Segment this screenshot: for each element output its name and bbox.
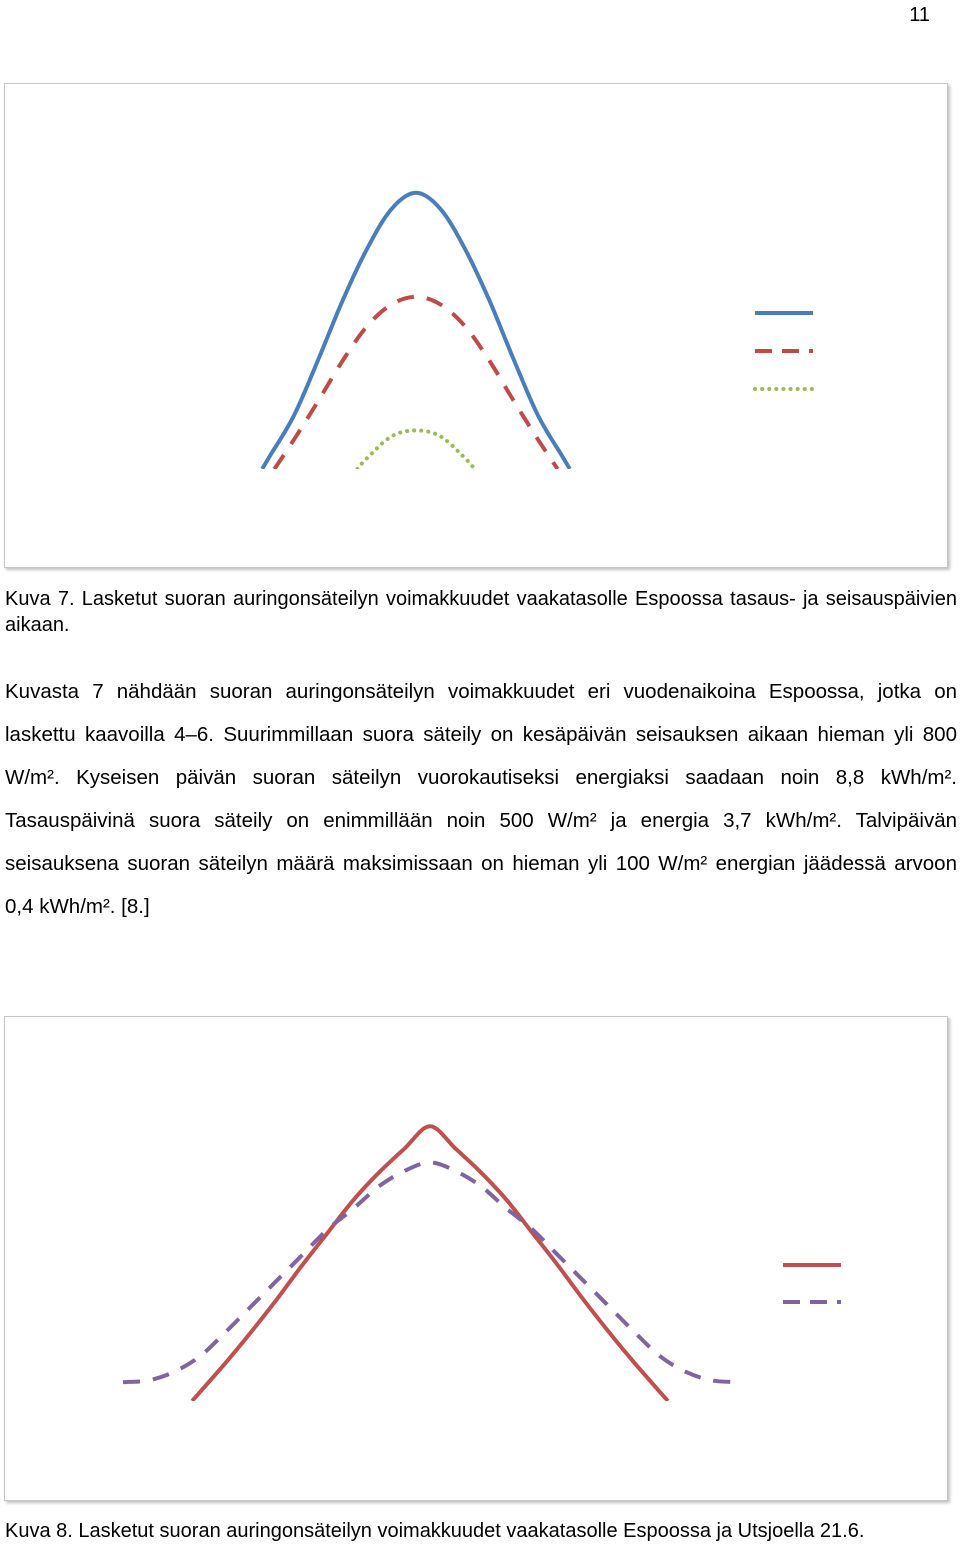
series-line-21-3-21-9- — [274, 297, 557, 469]
series-line-21-12- — [357, 430, 474, 469]
series-line-21-6- — [262, 193, 570, 469]
series-line-espoo — [192, 1126, 668, 1401]
figure-caption-7: Kuva 7. Lasketut suoran auringonsäteilyn voimakkuudet vaakatasolle Espoossa tasaus- ja seisauspäivien aikaan. — [5, 588, 957, 636]
page-number: 11 — [909, 4, 930, 26]
chart-espoo-utsjoki — [4, 1016, 948, 1501]
series-line-utsjoki — [123, 1162, 737, 1382]
chart-2-svg — [5, 1017, 947, 1500]
chart-1-svg — [5, 84, 947, 567]
chart-espoo-seasons — [4, 83, 948, 568]
figure-caption-8: Kuva 8. Lasketut suoran auringonsäteilyn voimakkuudet vaakatasolle Espoossa ja Utsjoella 21.6. — [5, 1520, 865, 1542]
body-paragraph: Kuvasta 7 nähdään suoran auringonsäteilyn voimakkuudet eri vuodenaikoina Espoossa, jotka on laskettu kaavoilla 4–6. Suurimmillaan suora säteily on kesäpäivän seisauksen aikaan hieman yli 800 W/m². Kyseisen päivän suoran säteilyn vuorokautiseksi energiaksi saadaan noin 8,8 kWh/m². Tasauspäivinä suora säteily on enimmillään noin 500 W/m² ja energia 3,7 kWh/m². Talvipäivän seisauksena suoran säteilyn määrä maksimissaan on hieman yli 100 W/m² energian jäädessä arvoon 0,4 kWh/m². [8.] — [5, 680, 957, 918]
